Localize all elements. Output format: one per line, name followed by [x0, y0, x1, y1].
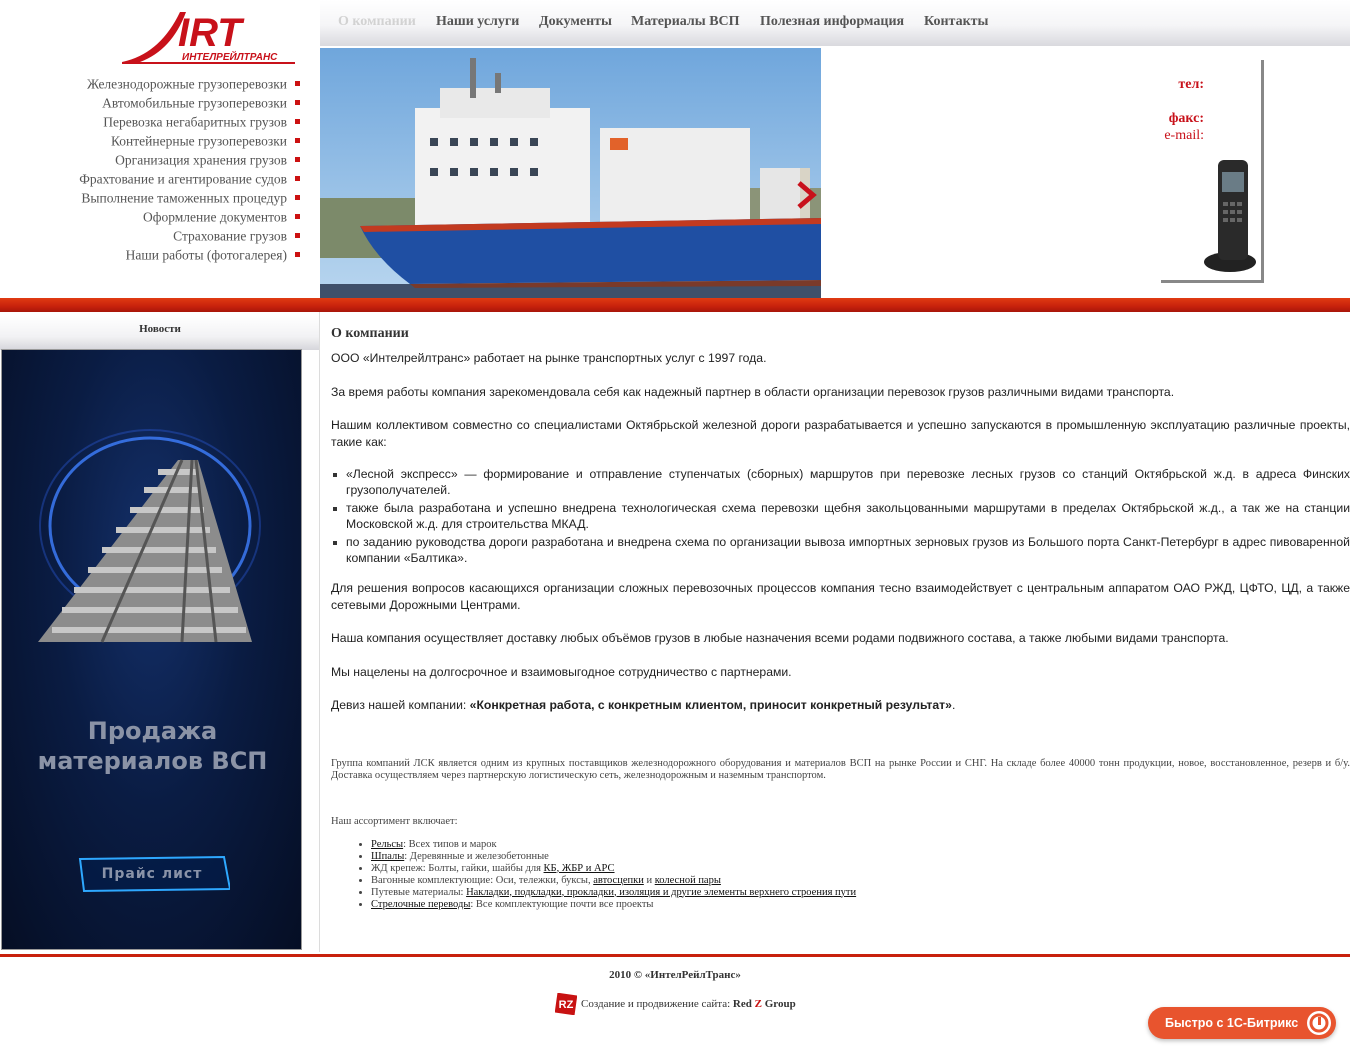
list-item: по заданию руководства дороги разработана и внедрена схема по организации вывоза импортных зерновых грузов из Большого порта Санкт-Петербург в адрес пивоваренной компании «Балтика». — [331, 535, 1350, 566]
menu-item-container[interactable] — [0, 130, 305, 149]
menu-item-customs[interactable] — [0, 187, 305, 206]
ship-slider-image — [320, 48, 821, 298]
motto-prefix: Девиз нашей компании: — [331, 698, 470, 712]
developer-name-z: Z — [754, 998, 762, 1010]
footer-red-line — [0, 954, 1350, 957]
list-item-text: : Все комплектующие почти все проекты — [470, 898, 654, 910]
main-content — [331, 318, 1350, 911]
nav-documents[interactable]: Документы — [539, 14, 612, 29]
list-item-text: ЖД крепеж: Болты, гайки, шайбы для — [371, 862, 544, 874]
news-header[interactable] — [0, 316, 320, 350]
banner-title-line1: Продажа — [87, 717, 218, 745]
page-title: О компании — [331, 326, 409, 341]
menu-item-chartering[interactable] — [0, 168, 305, 187]
menu-item-road-freight[interactable] — [0, 92, 305, 111]
list-item — [371, 899, 1350, 911]
red-square-bullet-icon — [295, 119, 300, 124]
logo-subtitle: ИНТЕЛРЕЙЛТРАНС — [182, 52, 278, 63]
list-item-text: и — [643, 874, 655, 886]
header-red-band — [0, 298, 1350, 312]
phone-label: тел: — [1178, 77, 1204, 92]
list-item-text: Вагонные комплектующие: Оси, тележки, буксы, — [371, 874, 594, 886]
paragraph: Нашим коллективом совместно со специалистами Октябрьской железной дороги разрабатывается и успешно запускаются в промышленную эксплуатацию различные проекты, такие как: — [331, 418, 1350, 449]
fastening-link[interactable]: КБ, ЖБР и АРС — [543, 862, 615, 874]
red-square-bullet-icon — [295, 195, 300, 200]
svg-text:RZ: RZ — [558, 999, 574, 1011]
group-description: Группа компаний ЛСК является одним из крупных поставщиков железнодорожного оборудования и материалов ВСП на рынке России и СНГ. На складе более 40000 тонн продукции, новое, восстановленное, резерв и б/у. Доставка осуществляем через партнерскую логистическую сеть, железнодорожным и наземным транспортом. — [331, 757, 1350, 781]
bitrix-badge-button[interactable] — [1148, 1007, 1336, 1039]
assortment-title: Наш ассортимент включает: — [331, 815, 458, 827]
logo-text: IRT — [178, 11, 242, 55]
couplers-link[interactable]: автосцепки — [593, 874, 644, 886]
cordless-phone-icon — [1200, 158, 1262, 276]
rails-link[interactable]: Рельсы — [371, 838, 404, 850]
slider-next-arrow-icon[interactable] — [795, 181, 817, 209]
menu-item-label: Организация хранения грузов — [115, 152, 287, 168]
developer-name-group: Group — [761, 998, 796, 1010]
menu-item-label: Наши работы (фотогалерея) — [125, 247, 287, 263]
news-title: Новости — [139, 323, 181, 335]
menu-item-storage[interactable] — [0, 149, 305, 168]
wheelsets-link[interactable]: колесной пары — [654, 874, 721, 886]
projects-list — [331, 467, 1350, 566]
paragraph: Для решения вопросов касающихся организации сложных перевозочных процессов компания тесно взаимодействует с центральным аппаратом ОАО РЖД, ЦФТО, ЦД, а также сетевыми Дорожными Центрами. — [331, 581, 1350, 612]
paragraph: За время работы компания зарекомендовала себя как надежный партнер в области организации перевозок грузов различными видами транспорта. — [331, 384, 1175, 399]
menu-item-label: Перевозка негабаритных грузов — [103, 114, 287, 130]
nav-useful-info[interactable]: Полезная информация — [760, 14, 905, 29]
list-item — [371, 839, 1350, 851]
list-item — [371, 863, 1350, 875]
banner-title — [2, 716, 302, 776]
track-materials-link[interactable]: Накладки, подкладки, прокладки, изоляция и другие элементы верхнего строения пути — [466, 886, 857, 898]
list-item: «Лесной экспресс» — формирование и отправление ступенчатых (сборных) маршрутов при перевозке лесных грузов со станций Октябрьской ж.д. в адреса Финских грузополучателей. — [331, 467, 1350, 498]
menu-item-label: Страхование грузов — [173, 228, 287, 244]
top-navigation — [320, 0, 1350, 46]
red-square-bullet-icon — [295, 233, 300, 238]
motto-suffix: . — [951, 698, 956, 712]
company-motto — [331, 697, 1350, 714]
nav-contacts[interactable]: Контакты — [924, 14, 989, 29]
menu-item-insurance[interactable] — [0, 225, 305, 244]
sleepers-link[interactable]: Шпалы — [371, 850, 405, 862]
bitrix-label: Быстро с 1С-Битрикс — [1165, 1016, 1299, 1030]
paragraph: Наша компания осуществляет доставку любых объёмов грузов в любые назначения всеми родами подвижного состава, а также любыми видами транспорта. — [331, 631, 1229, 645]
paragraph: Мы нацелены на долгосрочное и взаимовыгодное сотрудничество с партнерами. — [331, 664, 792, 679]
email-label: e-mail: — [1164, 128, 1204, 143]
copyright: 2010 © «ИнтелРейлТранс» — [609, 969, 741, 981]
red-square-bullet-icon — [295, 214, 300, 219]
switches-link[interactable]: Стрелочные переводы — [371, 898, 471, 910]
list-item: также была разработана и успешно внедрена технологическая схема перевозки щебня закольцованными маршрутами в пределах Октябрьской ж.д., а так же на станции Московской ж.д. для строительства МКАД. — [331, 501, 1350, 532]
list-item — [371, 887, 1350, 899]
column-divider — [319, 312, 320, 952]
red-square-bullet-icon — [295, 252, 300, 257]
nav-services[interactable]: Наши услуги — [436, 14, 520, 29]
fax-label: факс: — [1168, 111, 1204, 126]
menu-item-gallery[interactable] — [0, 244, 305, 263]
assortment-list — [331, 839, 1350, 911]
list-item-text: : Деревянные и железобетонные — [404, 850, 549, 862]
motto-text: «Конкретная работа, с конкретным клиентом, приносит конкретный результат» — [469, 698, 952, 712]
list-item-text: Путевые материалы: — [371, 886, 467, 898]
developer-name-red: Red — [732, 998, 755, 1010]
menu-item-label: Автомобильные грузоперевозки — [102, 95, 287, 111]
services-menu — [0, 73, 305, 263]
red-square-bullet-icon — [295, 100, 300, 105]
red-square-bullet-icon — [295, 157, 300, 162]
menu-item-oversized[interactable] — [0, 111, 305, 130]
paragraph: ООО «Интелрейлтранс» работает на рынке транспортных услуг с 1997 года. — [331, 351, 767, 365]
nav-materials[interactable]: Материалы ВСП — [631, 14, 740, 29]
developer-prefix: Создание и продвижение сайта: — [581, 998, 733, 1010]
menu-item-documents[interactable] — [0, 206, 305, 225]
price-list-button[interactable]: Прайс лист — [101, 866, 203, 882]
red-square-bullet-icon — [295, 138, 300, 143]
list-item — [371, 851, 1350, 863]
menu-item-label: Контейнерные грузоперевозки — [110, 133, 287, 149]
red-square-bullet-icon — [295, 176, 300, 181]
menu-item-label: Выполнение таможенных процедур — [81, 190, 287, 206]
irt-logo[interactable] — [120, 2, 305, 66]
developer-credit[interactable] — [555, 993, 796, 1015]
banner-title-line2: материалов ВСП — [37, 747, 268, 775]
menu-item-label: Железнодорожные грузоперевозки — [87, 76, 287, 92]
list-item-text: : Всех типов и марок — [403, 838, 497, 850]
red-square-bullet-icon — [295, 81, 300, 86]
nav-about[interactable]: О компании — [338, 14, 416, 29]
menu-item-label: Фрахтование и агентирование судов — [79, 171, 287, 187]
menu-item-label: Оформление документов — [142, 209, 287, 225]
red-z-group-logo-icon — [555, 993, 577, 1015]
bitrix-logo-icon — [1306, 1010, 1332, 1036]
list-item — [371, 875, 1350, 887]
materials-banner[interactable] — [1, 349, 302, 950]
menu-item-rail-freight[interactable] — [0, 73, 305, 92]
